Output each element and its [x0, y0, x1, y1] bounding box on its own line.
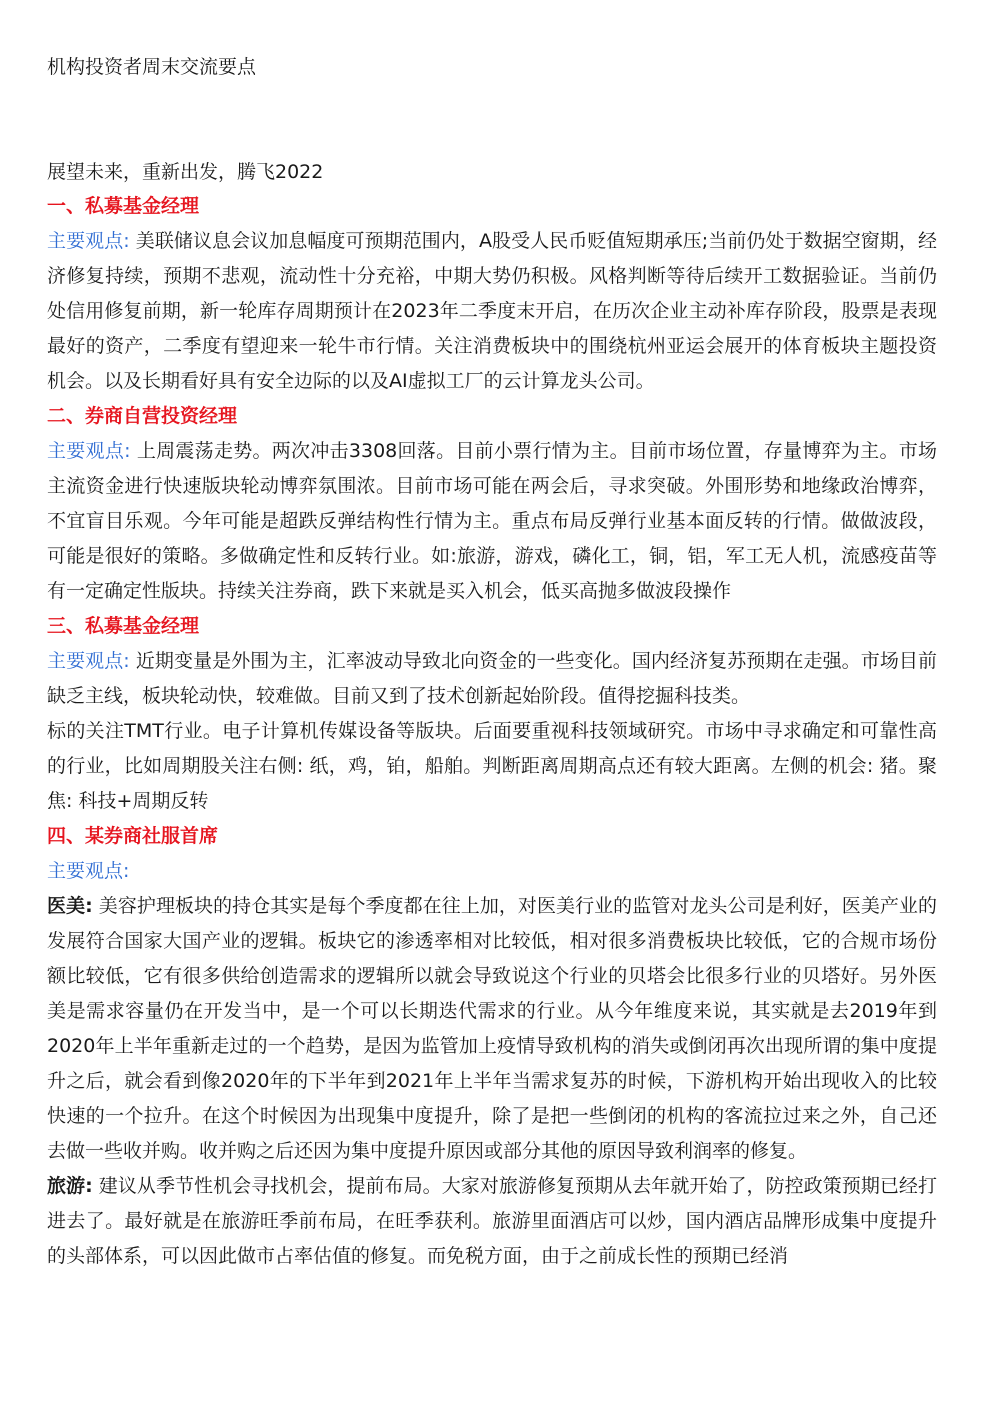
- section-3-paragraph-1: [47, 644, 937, 714]
- key-points-label: 主要观点:: [47, 860, 130, 882]
- key-points-label: 主要观点:: [47, 230, 130, 252]
- section-4-item-tourism: [47, 1169, 937, 1274]
- item-text: 美容护理板块的持仓其实是每个季度都在往上加，对医美行业的监管对龙头公司是利好，医美产业的发展符合国家大国产业的逻辑。板块它的渗透率相对比较低，相对很多消费板块比较低，它的合规市场份额比较低，它有很多供给创造需求的逻辑所以就会导致说这个行业的贝塔会比很多行业的贝塔好。另外医美是需求容量仍在开发当中，是一个可以长期迭代需求的行业。从今年维度来说，其实就是去2019年到2020年上半年重新走过的一个趋势，是因为监管加上疫情导致机构的消失或倒闭再次出现所谓的集中度提升之后，就会看到像2020年的下半年到2021年上半年当需求复苏的时候，下游机构开始出现收入的比较快速的一个拉升。在这个时候因为出现集中度提升，除了是把一些倒闭的机构的客流拉过来之外，自己还去做一些收并购。收并购之后还因为集中度提升原因或部分其他的原因导致利润率的修复。: [47, 895, 937, 1162]
- item-text: 建议从季节性机会寻找机会，提前布局。大家对旅游修复预期从去年就开始了，防控政策预期已经打进去了。最好就是在旅游旺季前布局，在旺季获利。旅游里面酒店可以炒，国内酒店品牌形成集中度提升的头部体系，可以因此做市占率估值的修复。而免税方面，由于之前成长性的预期已经消: [47, 1175, 937, 1267]
- section-heading-4: 四、某券商社服首席: [47, 825, 219, 847]
- section-2-text: 上周震荡走势。两次冲击3308回落。目前小票行情为主。目前市场位置，存量博弈为主。市场主流资金进行快速版块轮动博弈氛围浓。目前市场可能在两会后，寻求突破。外围形势和地缘政治博弈，不宜盲目乐观。今年可能是超跌反弹结构性行情为主。重点布局反弹行业基本面反转的行情。做做波段，可能是很好的策略。多做确定性和反转行业。如:旅游，游戏，磷化工，铜，铝，军工无人机，流感疫苗等有一定确定性版块。持续关注券商，跌下来就是买入机会，低买高抛多做波段操作: [47, 440, 938, 602]
- section-1-text: 美联储议息会议加息幅度可预期范围内，A股受人民币贬值短期承压;当前仍处于数据空窗期，经济修复持续，预期不悲观，流动性十分充裕，中期大势仍积极。风格判断等待后续开工数据验证。当前仍处信用修复前期，新一轮库存周期预计在2023年二季度末开启，在历次企业主动补库存阶段，股票是表现最好的资产，二季度有望迎来一轮牛市行情。关注消费板块中的围绕杭州亚运会展开的体育板块主题投资机会。以及长期看好具有安全边际的以及AI虚拟工厂的云计算龙头公司。: [47, 230, 937, 392]
- section-heading-3: 三、私募基金经理: [47, 615, 200, 637]
- document-title: 机构投资者周末交流要点: [47, 56, 257, 78]
- document-page: [47, 50, 937, 1274]
- section-heading-2: 二、券商自营投资经理: [47, 405, 238, 427]
- section-4-item-medical-aesthetics: [47, 889, 937, 1169]
- document-subtitle: 展望未来，重新出发，腾飞2022: [47, 161, 324, 183]
- section-heading-1: 一、私募基金经理: [47, 195, 200, 217]
- key-points-label: 主要观点:: [47, 650, 130, 672]
- section-1-paragraph: [47, 224, 937, 399]
- section-3-text-1: 近期变量是外围为主，汇率波动导致北向资金的一些变化。国内经济复苏预期在走强。市场目前缺乏主线，板块轮动快，较难做。目前又到了技术创新起始阶段。值得挖掘科技类。: [47, 650, 937, 707]
- section-4-key-points: [47, 854, 937, 889]
- section-3-paragraph-2: 标的关注TMT行业。电子计算机传媒设备等版块。后面要重视科技领域研究。市场中寻求确定和可靠性高的行业，比如周期股关注右侧: 纸，鸡，铂，船舶。判断距离周期高点还有较大距离。左侧的机会: 猪。聚焦: 科技+周期反转: [47, 720, 937, 812]
- title-spacer: [47, 84, 937, 155]
- key-points-label: 主要观点:: [47, 440, 131, 462]
- section-2-paragraph: [47, 434, 937, 609]
- item-lead-label: 旅游:: [47, 1175, 93, 1197]
- item-lead-label: 医美:: [47, 895, 93, 917]
